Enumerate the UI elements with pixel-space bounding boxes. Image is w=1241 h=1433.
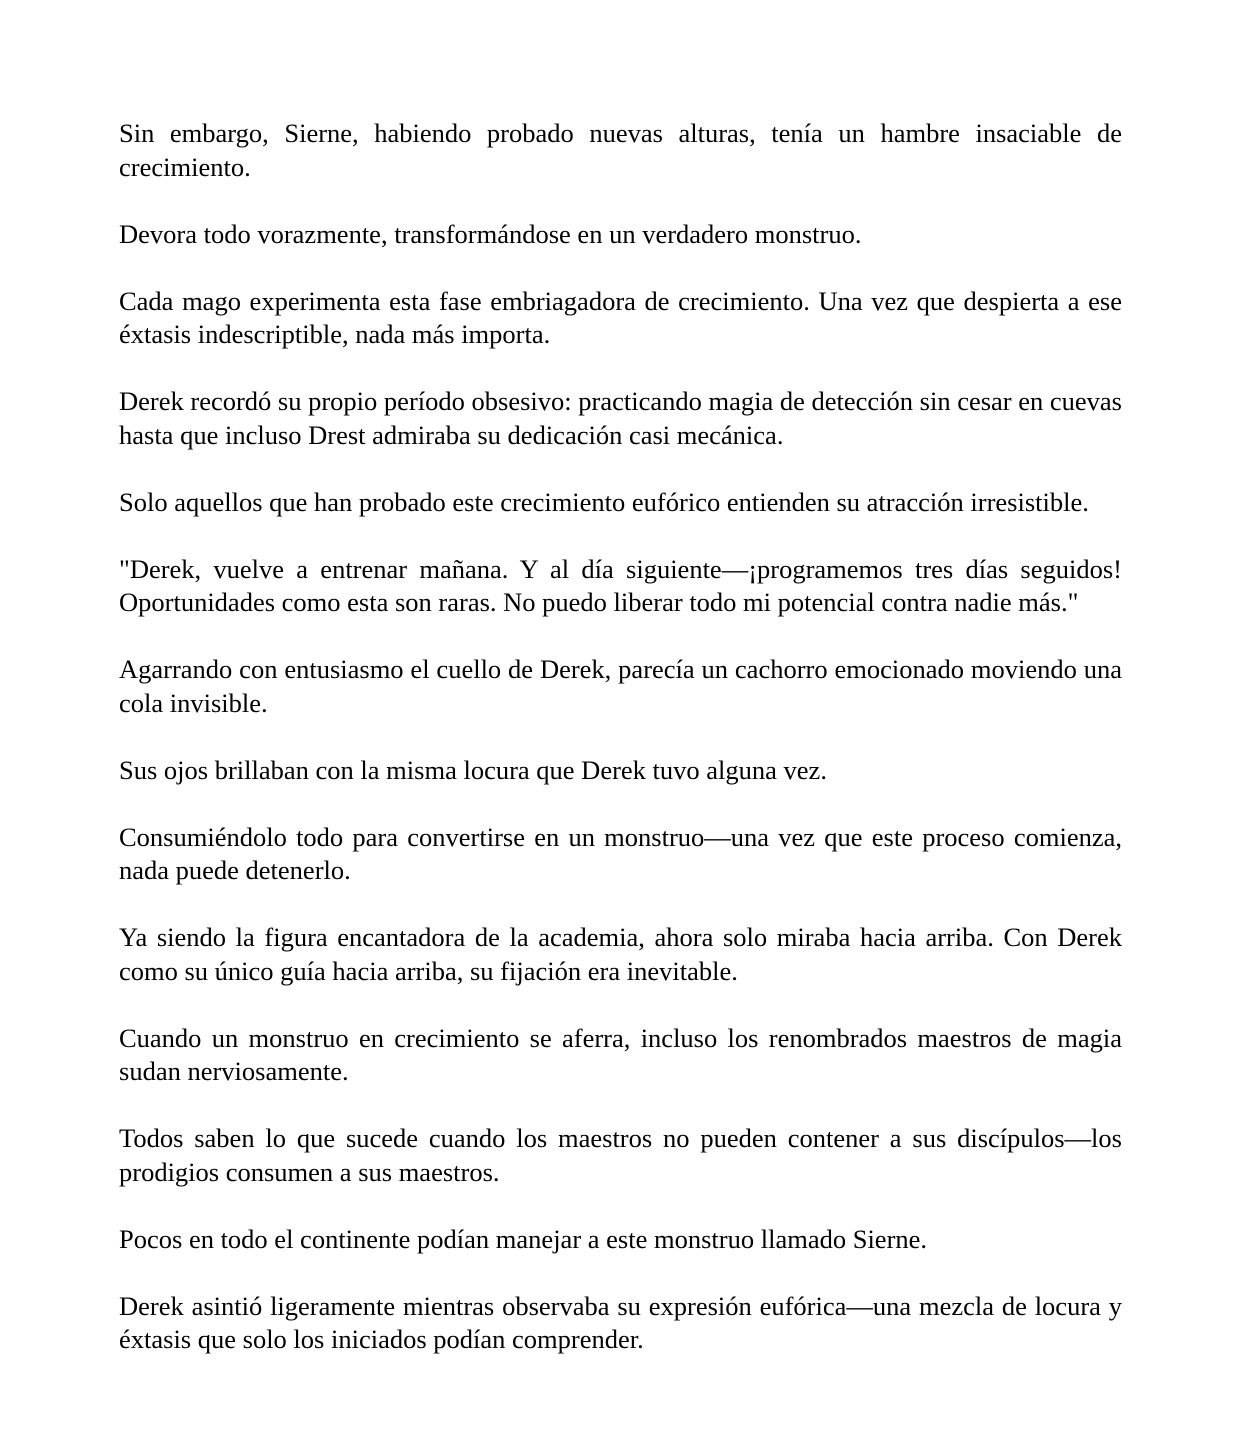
- paragraph-6: "Derek, vuelve a entrenar mañana. Y al día siguiente—¡programemos tres días seguidos! Oportunidades como esta son raras. No puedo liberar todo mi potencial contra nadie más.": [119, 553, 1122, 617]
- body-text: [119, 117, 1122, 1357]
- paragraph-11: Cuando un monstruo en crecimiento se aferra, incluso los renombrados maestros de magia sudan nerviosamente.: [119, 1022, 1122, 1086]
- paragraph-3: Cada mago experimenta esta fase embriagadora de crecimiento. Una vez que despierta a ese éxtasis indescriptible, nada más importa.: [119, 285, 1122, 349]
- paragraph-4: Derek recordó su propio período obsesivo: practicando magia de detección sin cesar en cuevas hasta que incluso Drest admiraba su dedicación casi mecánica.: [119, 386, 1122, 450]
- paragraph-7: Agarrando con entusiasmo el cuello de Derek, parecía un cachorro emocionado moviendo una cola invisible.: [119, 654, 1122, 718]
- paragraph-9: Consumiéndolo todo para convertirse en un monstruo—una vez que este proceso comienza, nada puede detenerlo.: [119, 821, 1122, 885]
- paragraph-5: Solo aquellos que han probado este crecimiento eufórico entienden su atracción irresistible.: [119, 486, 1089, 517]
- paragraph-12: Todos saben lo que sucede cuando los maestros no pueden contener a sus discípulos—los prodigios consumen a sus maestros.: [119, 1123, 1122, 1187]
- paragraph-13: Pocos en todo el continente podían manejar a este monstruo llamado Sierne.: [119, 1223, 928, 1254]
- paragraph-10: Ya siendo la figura encantadora de la academia, ahora solo miraba hacia arriba. Con Derek como su único guía hacia arriba, su fijación era inevitable.: [119, 922, 1122, 986]
- paragraph-14: Derek asintió ligeramente mientras observaba su expresión eufórica—una mezcla de locura y éxtasis que solo los iniciados podían comprender.: [119, 1290, 1122, 1354]
- paragraph-8: Sus ojos brillaban con la misma locura que Derek tuvo alguna vez.: [119, 754, 827, 785]
- paragraph-2: Devora todo vorazmente, transformándose en un verdadero monstruo.: [119, 218, 862, 249]
- paragraph-1: Sin embargo, Sierne, habiendo probado nuevas alturas, tenía un hambre insaciable de crecimiento.: [119, 118, 1122, 182]
